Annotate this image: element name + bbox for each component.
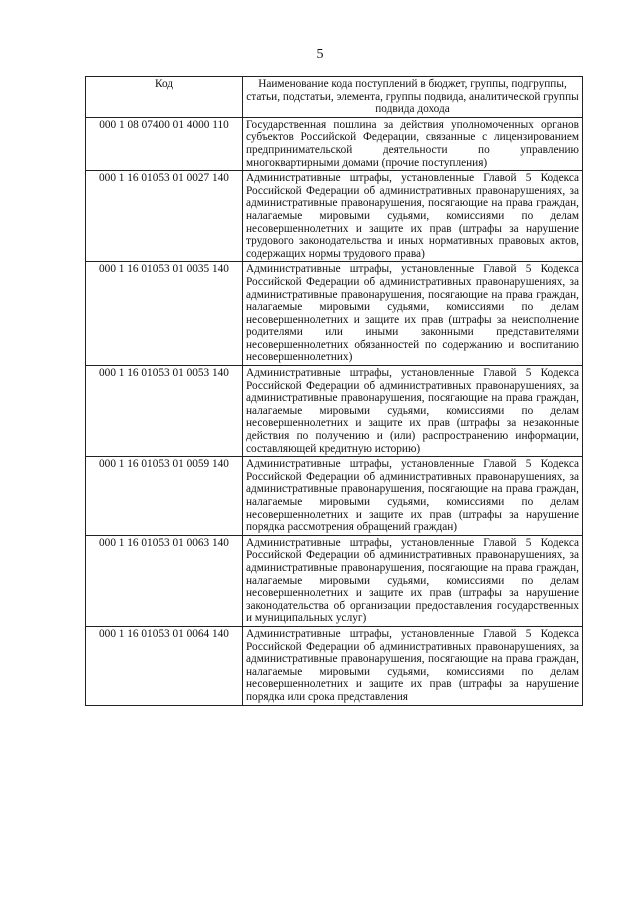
table-row bbox=[86, 626, 583, 705]
header-code: Код bbox=[86, 77, 243, 118]
row-code: 000 1 16 01053 01 0059 140 bbox=[86, 457, 243, 536]
header-row bbox=[86, 77, 583, 118]
table-row bbox=[86, 262, 583, 366]
row-name: Административные штрафы, установленные Главой 5 Кодекса Российской Федерации об административных правонарушениях, за административные правонарушения, посягающие на права граждан, налагаемые мировыми судьями, комиссиями по делам несовершеннолетних и защите их прав (штрафы за нарушение порядка или срока представления bbox=[243, 626, 583, 705]
table-row bbox=[86, 457, 583, 536]
table-header bbox=[86, 77, 583, 118]
row-code: 000 1 16 01053 01 0063 140 bbox=[86, 535, 243, 626]
page-number: 5 bbox=[316, 47, 324, 62]
row-name: Административные штрафы, установленные Главой 5 Кодекса Российской Федерации об административных правонарушениях, за административные правонарушения, посягающие на права граждан, налагаемые мировыми судьями, комиссиями по делам несовершеннолетних и защите их прав (штрафы за неисполнение родителями или иными законными представителями несовершеннолетних обязанностей по содержанию и воспитанию несовершеннолетних) bbox=[243, 262, 583, 366]
table-row bbox=[86, 535, 583, 626]
row-code: 000 1 08 07400 01 4000 110 bbox=[86, 117, 243, 170]
header-name: Наименование кода поступлений в бюджет, группы, подгруппы, статьи, подстатьи, элемента, группы подвида, аналитической группы подвида дохода bbox=[243, 77, 583, 118]
row-code: 000 1 16 01053 01 0027 140 bbox=[86, 171, 243, 262]
row-name: Государственная пошлина за действия уполномоченных органов субъектов Российской Федерации, связанные с лицензированием предпринимательской деятельности по управлению многоквартирными домами (прочие поступления) bbox=[243, 117, 583, 170]
row-name: Административные штрафы, установленные Главой 5 Кодекса Российской Федерации об административных правонарушениях, за административные правонарушения, посягающие на права граждан, налагаемые мировыми судьями, комиссиями по делам несовершеннолетних и защите их прав (штрафы за нарушение трудового законодательства и иных нормативных правовых актов, содержащих нормы трудового права) bbox=[243, 171, 583, 262]
row-name: Административные штрафы, установленные Главой 5 Кодекса Российской Федерации об административных правонарушениях, за административные правонарушения, посягающие на права граждан, налагаемые мировыми судьями, комиссиями по делам несовершеннолетних и защите их прав (штрафы за незаконные действия по получению и (или) распространению информации, составляющей кредитную историю) bbox=[243, 366, 583, 457]
row-code: 000 1 16 01053 01 0035 140 bbox=[86, 262, 243, 366]
table-body bbox=[86, 117, 583, 705]
revenue-codes-table bbox=[85, 76, 583, 706]
row-name: Административные штрафы, установленные Главой 5 Кодекса Российской Федерации об административных правонарушениях, за административные правонарушения, посягающие на права граждан, налагаемые мировыми судьями, комиссиями по делам несовершеннолетних и защите их прав (штрафы за нарушение порядка рассмотрения обращений граждан) bbox=[243, 457, 583, 536]
table-row bbox=[86, 171, 583, 262]
table-row bbox=[86, 366, 583, 457]
row-code: 000 1 16 01053 01 0064 140 bbox=[86, 626, 243, 705]
row-name: Административные штрафы, установленные Главой 5 Кодекса Российской Федерации об административных правонарушениях, за административные правонарушения, посягающие на права граждан, налагаемые мировыми судьями, комиссиями по делам несовершеннолетних и защите их прав (штрафы за нарушение законодательства об организации предоставления государственных и муниципальных услуг) bbox=[243, 535, 583, 626]
row-code: 000 1 16 01053 01 0053 140 bbox=[86, 366, 243, 457]
table-row bbox=[86, 117, 583, 170]
